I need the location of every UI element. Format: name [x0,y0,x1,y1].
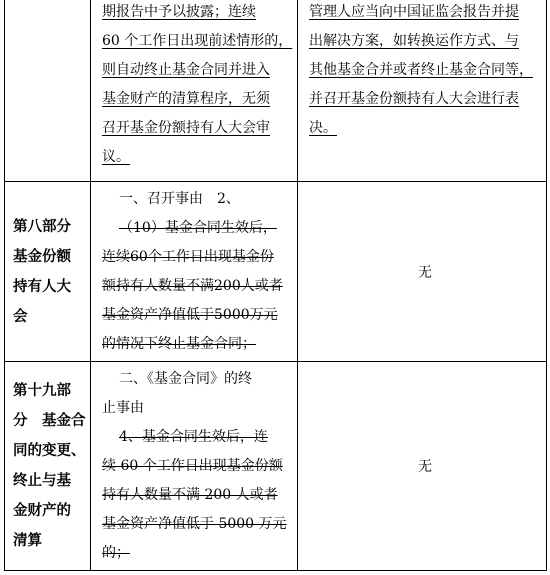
section-title-line: 基金份额 [13,249,71,265]
section-title-line: 第八部分 [13,219,71,235]
section-title-line: 第十九部 [13,383,71,399]
section-title-line: 同的变更、 [13,443,86,459]
text-line: 召开基金份额持有人大会审 [102,120,270,136]
row1-revised-text-cell [298,0,546,181]
table-border-bottom [4,570,547,571]
none-value: 无 [418,265,432,281]
struck-text-line: 续 60 个工作日出现基金份额 [102,458,283,474]
text-line: 并召开基金份额持有人大会进行表 [309,91,519,107]
text-line: 决。 [309,120,337,136]
section-title-line: 终止与基 [13,473,71,489]
text-line: 管理人应当向中国证监会报告并提 [309,4,519,20]
struck-text-line: 的； [102,545,130,561]
text-line: 期报告中予以披露；连续 [102,4,256,20]
text-line: 议。 [102,149,130,165]
text-line: 二、《基金合同》的终 [119,371,252,387]
row3-original-text-cell [91,362,297,570]
row2-section-cell [5,182,90,361]
text-line: 其他基金合并或者终止基金合同等， [309,62,533,78]
struck-text-line: 连续60个工作日出现基金份 [102,249,274,265]
row2-revised-text-cell [298,182,546,361]
row1-original-text-cell [91,0,297,181]
section-title-line: 会 [13,309,28,325]
text-line: 则自动终止基金合同并进入 [102,62,270,78]
struck-text-line: 基金资产净值低于 5000 万元 [102,516,287,532]
text-line: 60 个工作日出现前述情形的， [102,33,293,49]
row3-section-cell [5,362,90,570]
row2-original-text-cell [91,182,297,361]
struck-text-line: （10）基金合同生效后， [119,220,277,236]
text-line: 止事由 [102,400,144,416]
comparison-table [4,0,547,571]
row1-section-cell [5,0,90,181]
struck-text-line: 的情况下终止基金合同； [102,336,256,352]
struck-text-line: 基金资产净值低于5000万元 [102,307,278,323]
section-title-line: 分 基金合 [13,413,86,429]
none-value: 无 [418,459,432,475]
text-line: 一、召开事由 2、 [119,191,240,207]
struck-text-line: 持有人数量不满 200 人或者 [102,487,278,503]
section-title-line: 金财产的 [13,503,71,519]
section-title-line: 清算 [13,533,42,549]
text-line: 出解决方案，如转换运作方式、与 [309,33,519,49]
struck-text-line: 4、基金合同生效后，连 [119,429,268,445]
row3-revised-text-cell [298,362,546,570]
struck-text-line: 额持有人数量不满200人或者 [102,278,283,294]
table-border-right [546,0,547,571]
text-line: 基金财产的清算程序，无须 [102,91,270,107]
section-title-line: 持有人大 [13,279,71,295]
